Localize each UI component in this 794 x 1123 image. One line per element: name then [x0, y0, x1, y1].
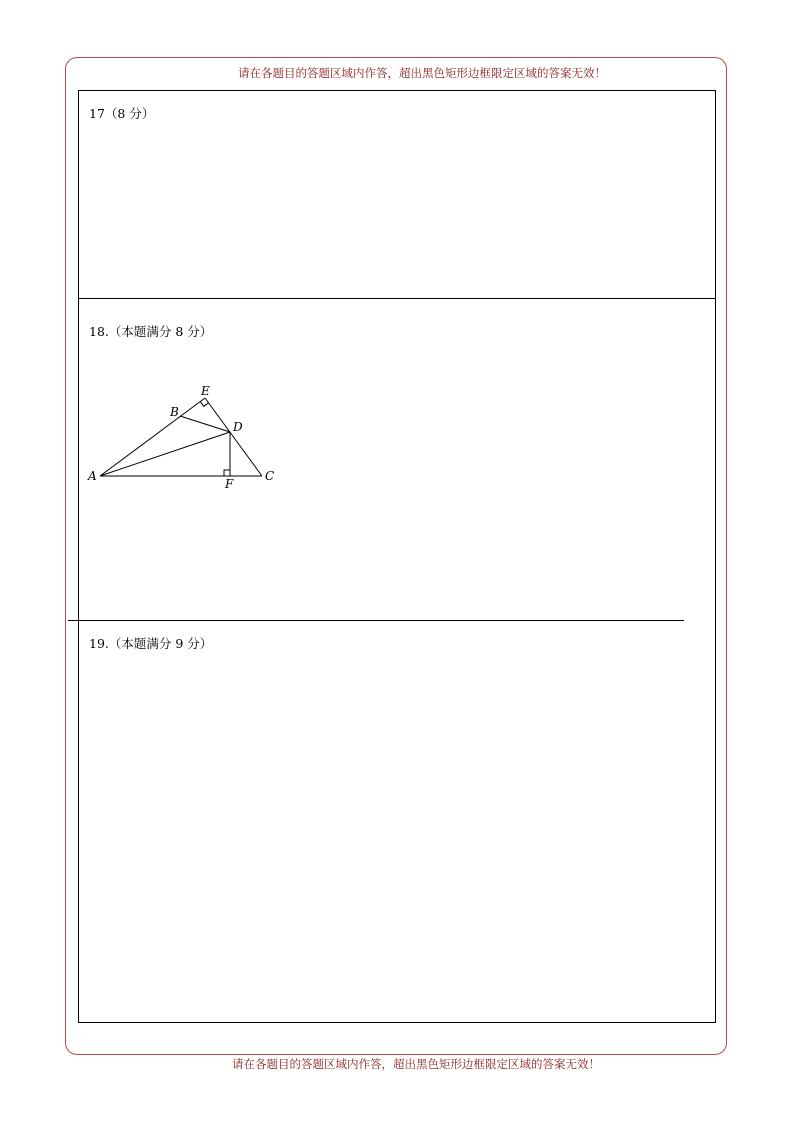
- answer-area-box: [78, 90, 716, 1023]
- point-label-a: A: [88, 469, 97, 483]
- question-19-label: 19.（本题满分 9 分）: [89, 636, 213, 651]
- point-label-c: C: [265, 469, 275, 483]
- right-angle-mark-e: [200, 402, 208, 407]
- footer-warning-text: 请在各题目的答题区域内作答，超出黑色矩形边框限定区域的答案无效！: [232, 1057, 600, 1071]
- segment-ad: [100, 432, 230, 476]
- point-label-b: B: [170, 405, 179, 419]
- segment-bd: [180, 416, 230, 432]
- question-17-label: 17（8 分）: [89, 106, 155, 121]
- header-warning-text: 请在各题目的答题区域内作答，超出黑色矩形边框限定区域的答案无效！: [238, 66, 606, 80]
- point-label-f: F: [225, 477, 234, 491]
- triangle-figure: [84, 380, 284, 495]
- point-label-e: E: [201, 384, 210, 398]
- segment-ec: [205, 398, 262, 476]
- point-label-d: D: [233, 420, 243, 434]
- question-divider: [68, 620, 684, 621]
- question-divider: [78, 298, 716, 299]
- question-18-label: 18.（本题满分 8 分）: [89, 324, 213, 339]
- right-angle-mark-f: [224, 470, 230, 476]
- segment-ae: [100, 398, 205, 476]
